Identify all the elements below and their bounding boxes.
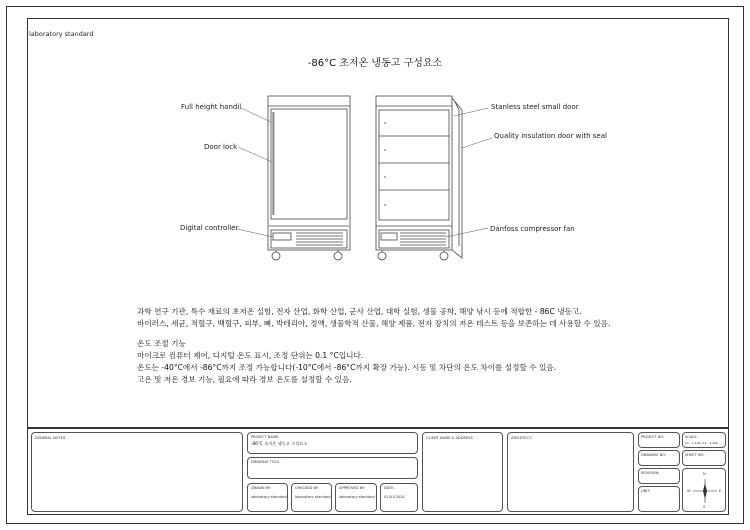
project-no-box: [638, 432, 680, 448]
description-line-1: 과학 연구 기관, 특수 재료의 초저온 실험, 전자 산업, 화학 산업, 군사 산업, 대학 실험, 생물 공학, 해양 낚시 등에 적합한 - 86C 냉동고.: [137, 307, 582, 316]
approved-by-value: laboratory standard: [339, 495, 375, 499]
drawing-no-box: [638, 450, 680, 466]
drawing-no-label: DRAWING NO:: [641, 453, 667, 457]
title-block: [27, 428, 729, 515]
drawing-title-label: DRAWING TITLE:: [251, 460, 281, 464]
revision-box: [638, 468, 680, 484]
company-header: laboratory standard: [29, 30, 94, 38]
callout-insulation-door: Quality insulation door with seal: [494, 132, 607, 140]
unit-box: [638, 486, 680, 512]
general-notes-box: [31, 432, 243, 512]
compass-n: N: [703, 472, 706, 476]
scale-label: SCALE:: [685, 435, 698, 439]
callout-leaders: [237, 108, 492, 237]
drawing-title: -86°C 초저온 냉동고 구성요소: [307, 58, 443, 69]
callout-handle: Full height handil: [181, 103, 242, 111]
scale-value: A1 : 1:100, A3 : 1:200: [685, 441, 718, 445]
revision-label: REVISION:: [641, 471, 660, 475]
client-box: [422, 432, 503, 512]
drawn-by-box: [247, 483, 288, 512]
sheet-no-label: SHEET NO:: [685, 453, 705, 457]
sheet-no-box: [682, 450, 726, 466]
checked-by-box: [291, 483, 332, 512]
project-name-value: -86°C 초저온 냉동고 구성요소: [251, 441, 308, 446]
checked-by-label: CHECKED BY:: [295, 486, 319, 490]
unit-label: UNIT:: [641, 489, 651, 493]
compass-w: W: [687, 489, 691, 493]
description-line-3: 마이크로 컴퓨터 제어, 디지털 온도 표시, 조정 단위는 0.1 °C입니다.: [137, 351, 364, 360]
drawn-by-value: laboratory standard: [251, 495, 287, 499]
callout-door-lock: Door lock: [204, 143, 238, 151]
drawing-title-box: [247, 457, 418, 479]
project-name-label: PROJECT NAME:: [251, 435, 280, 439]
general-notes-label: GENERAL NOTES: [35, 436, 66, 440]
section-title-temperature: 온도 조절 기능: [137, 339, 186, 348]
architect-label: ARCHITECT:: [511, 436, 533, 440]
callout-compressor-fan: Danfoss compressor fan: [490, 225, 575, 233]
callout-small-door: Stanless steel small door: [491, 103, 579, 111]
date-value: 01/01/2024: [384, 495, 405, 499]
client-label: CLIENT NAME & ADDRESS: [426, 436, 473, 440]
callout-digital-controller: Digital controller: [180, 224, 239, 232]
project-name-box: [247, 432, 418, 454]
freezer-open-view: [376, 96, 462, 260]
checked-by-value: laboratory standard: [295, 495, 331, 499]
compass-s: S: [703, 505, 706, 509]
description-line-5: 고온 및 저온 경보 기능, 필요에 따라 경보 온도를 설정할 수 있음.: [137, 375, 352, 384]
approved-by-label: APPROVED BY:: [339, 486, 365, 490]
date-label: DATE:: [384, 486, 395, 490]
description-line-4: 온도는 -40°C에서 -86°C까지 조정 가능합니다(-10°C에서 -86°C까지 확장 가능). 시동 및 차단의 온도 차이를 설정할 수 있음.: [137, 363, 557, 372]
description-line-2: 바이러스, 세균, 적혈구, 백혈구, 피부, 뼈, 박테리아, 정액, 생물학적 산물, 해양 제품, 전자 장치의 저온 테스트 등을 보존하는 데 사용할 수 있음.: [137, 319, 611, 328]
approved-by-box: [335, 483, 377, 512]
project-no-label: PROJECT NO:: [641, 435, 665, 439]
scale-box: [682, 432, 726, 448]
freezer-front-view: [268, 96, 350, 260]
drawn-by-label: DRAWN BY:: [251, 486, 271, 490]
architect-box: [507, 432, 634, 512]
compass-e: E: [719, 489, 722, 493]
date-box: [380, 483, 418, 512]
north-arrow-box: [682, 468, 726, 512]
